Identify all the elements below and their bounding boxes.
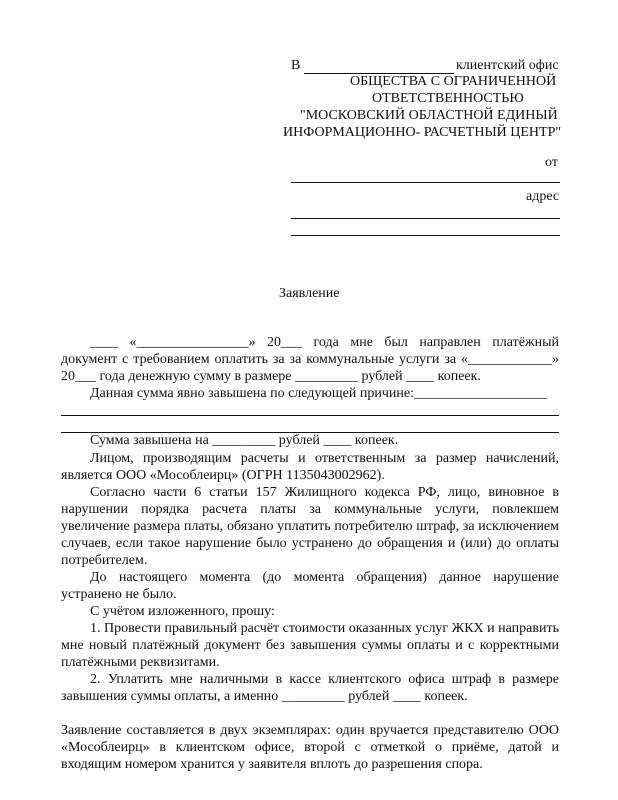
p9-request-2: 2. Уплатить мне наличными в кассе клиентского офиса штраф в размере завышения суммы оплаты, а именно _________ рублей ____ копеек. [61,672,559,704]
office-suffix: клиентский офис [456,58,559,73]
p6-not-fixed: До настоящего момента (до момента обращения) данное нарушение устранено не было. [61,570,559,602]
footer-note: Заявление составляется в двух экземплярах: один вручается представителю ООО «Мособлеирц» в клиентском офисе, второй с отметкой о приёме, датой и входящим номером хранится у заявителя вплоть до разрешения спора. [61,723,559,772]
to-prefix: В [291,58,301,73]
p8-request-1: 1. Провести правильный расчёт стоимости оказанных услуг ЖКХ и направить мне новый платёжный документ без завышения суммы оплаты и с корректными платёжными реквизитами. [61,621,559,670]
address-blank-line-1 [291,218,560,219]
p3-overcharge: Сумма завышена на _________ рублей ____ копеек. [90,433,399,448]
p1-line-3: 20___ года денежную сумму в размере _________ рублей ____ копеек. [61,369,481,384]
from-label: от [545,155,558,170]
p4-responsible-party: Лицом, производящим расчеты и ответственным за размер начислений, является ООО «Мособлеирц» (ОГРН 1135043002962). [61,451,559,483]
from-blank-line [291,182,560,183]
org-line-1: ОБЩЕСТВА С ОГРАНИЧЕННОЙ [350,74,557,89]
org-line-3: "МОСКОВСКИЙ ОБЛАСТНОЙ ЕДИНЫЙ [300,108,558,123]
address-label: адрес [526,189,560,204]
p1-line-2: документ с требованием оплатить за за коммунальные услуги за «____________» [61,352,559,367]
reason-blank-line-1 [61,415,559,416]
p7-request-intro: С учётом изложенного, прошу: [90,604,275,619]
org-line-2: ОТВЕТСТВЕННОСТЬЮ [372,91,524,106]
address-blank-line-2 [291,235,560,236]
document-title: Заявление [279,286,340,301]
org-line-4: ИНФОРМАЦИОННО- РАСЧЕТНЫЙ ЦЕНТР" [283,125,562,140]
p1-line-1: ____ «________________» 20___ года мне был направлен платёжный [90,335,559,350]
p2-line-1: Данная сумма явно завышена по следующей причине:___________________ [90,386,547,401]
p5-legal-basis: Согласно части 6 статьи 157 Жилищного кодекса РФ, лицо, виновное в нарушении порядка расчета платы за коммунальные услуги, повлекшем увеличение размера платы, обязано уплатить потребителю штраф, за исключением случаев, если такое нарушение было устранено до обращения и (или) до оплаты потребителем. [61,485,559,568]
